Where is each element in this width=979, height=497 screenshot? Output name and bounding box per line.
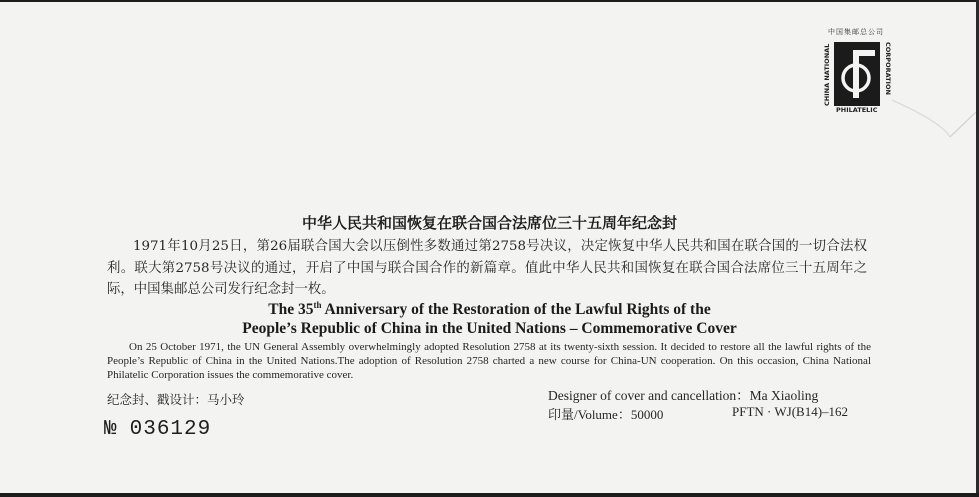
- logo-right-text: CORPORATION: [884, 42, 892, 95]
- serial-number-value: 036129: [129, 418, 212, 441]
- philatelic-corp-logo: [820, 28, 892, 112]
- logo-emblem-icon: [820, 38, 892, 112]
- flap-edge-line: [950, 112, 976, 137]
- description-chinese: 1971年10月25日，第26届联合国大会以压倒性多数通过第2758号决议，决定恢复中华人民共和国在联合国的一切合法权利。联大第2758号决议的通过，开启了中国与联合国合作的新篇章。值此中华人民共和国恢复在联合国合法席位三十五周年之际，中国集邮总公司发行纪念封一枚。: [107, 239, 867, 297]
- print-volume: 印量/Volume：50000: [548, 407, 664, 422]
- logo-left-text: CHINA NATIONAL: [823, 43, 831, 106]
- logo-bottom-text: PHILATELIC: [836, 106, 878, 112]
- envelope-top-edge: [0, 0, 979, 2]
- designer-credit-english: Designer of cover and cancellation：Ma Xiaoling: [548, 388, 819, 403]
- pftn-code: PFTN · WJ(B14)–162: [732, 404, 849, 419]
- designer-credit-chinese: 纪念封、戳设计：马小玲: [107, 392, 245, 407]
- description-english: On 25 October 1971, the UN General Assembly overwhelmingly adopted Resolution 2758 at its twenty-sixth session. It decided to restore all the lawful rights of the People’s Republic of China in the United Nations.The adoption of Resolution 2758 charted a new course for China-UN cooperation. On this occasion, China National Philatelic Corporation issues the commemorative cover.: [107, 341, 871, 381]
- cover-title-english-line1: The 35th Anniversary of the Restoration of the Lawful Rights of the: [268, 300, 711, 319]
- cover-title-english: [0, 296, 979, 338]
- logo-top-text: 中国集邮总公司: [828, 28, 884, 36]
- cover-title-english-line2: People’s Republic of China in the United Nations – Commemorative Cover: [242, 320, 737, 338]
- serial-number-label: №: [104, 418, 118, 441]
- cover-title-chinese: 中华人民共和国恢复在联合国合法席位三十五周年纪念封: [301, 214, 677, 232]
- envelope-bottom-edge: [0, 493, 979, 497]
- serial-number: [104, 418, 211, 441]
